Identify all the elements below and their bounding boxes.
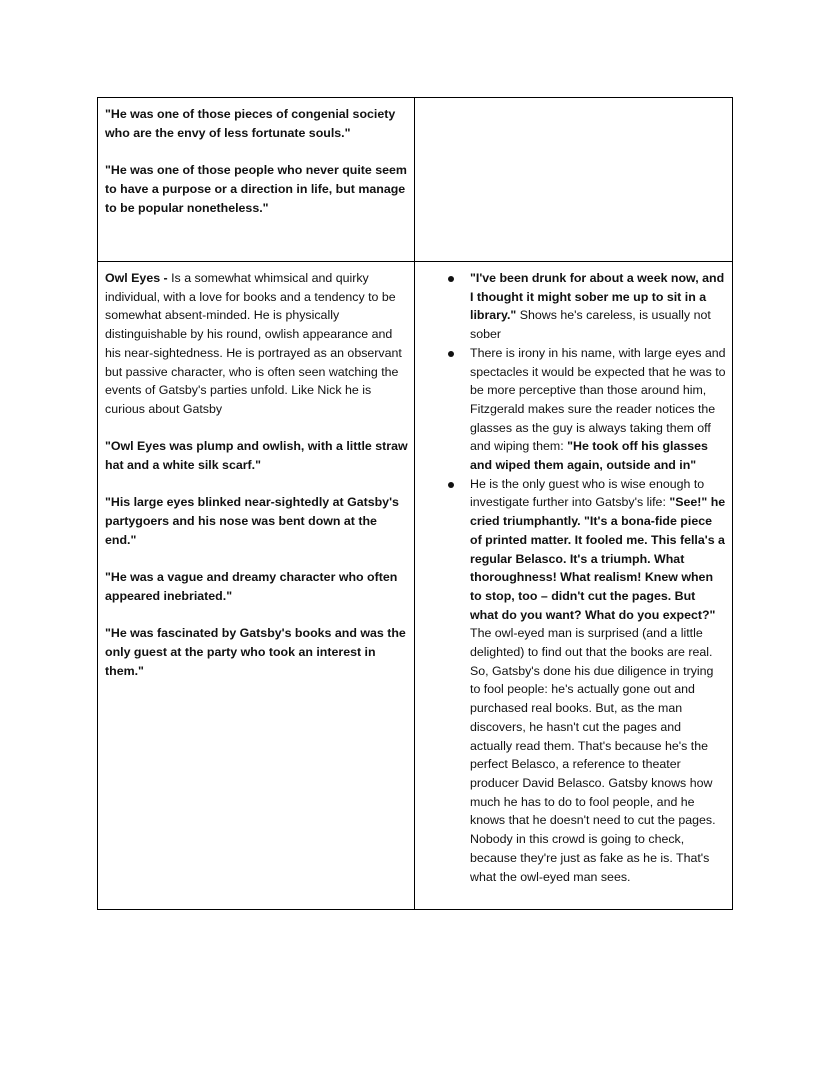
list-item xyxy=(470,475,726,886)
table-row xyxy=(98,262,733,910)
analysis-list xyxy=(422,269,726,886)
owl-eyes-description-cell xyxy=(98,262,415,910)
quote-text: "He took off his glasses and wiped them again, outside and in" xyxy=(470,439,708,473)
analysis-text: Shows he's careless, is usually not sober xyxy=(470,308,711,342)
quotes-cell xyxy=(98,98,415,262)
quote-text: "I've been drunk for about a week now, and I thought it might sober me up to sit in a library." xyxy=(470,271,725,323)
quote-text: "He was fascinated by Gatsby's books and was the only guest at the party who took an interest in them." xyxy=(105,626,406,678)
table-row xyxy=(98,98,733,262)
analysis-text: There is irony in his name, with large eyes and spectacles it would be expected that he was to be more perceptive than those around him, Fitzgerald makes sure the reader notices the glasses as the guy is always taking them off and wiping them: xyxy=(470,345,726,454)
quote-text: "See!" he cried triumphantly. "It's a bona-fide piece of printed matter. It fooled me. This fella's a regular Belasco. It's a triumph. What thoroughness! What realism! Knew when to stop, too – didn't cut the pages. But what do you want? What do you expect?" xyxy=(470,495,726,622)
quote-text: "He was one of those people who never quite seem to have a purpose or a direction in life, but manage to be popular nonetheless." xyxy=(105,163,407,215)
quote-text: "He was one of those pieces of congenial society who are the envy of less fortunate souls." xyxy=(105,107,396,140)
list-item xyxy=(470,344,726,475)
quote-text: "His large eyes blinked near-sightedly at Gatsby's partygoers and his nose was bent down at the end." xyxy=(105,495,399,547)
empty-cell xyxy=(415,98,733,262)
analysis-text: He is the only guest who is wise enough to investigate further into Gatsby's life: xyxy=(470,476,705,510)
character-table xyxy=(97,97,733,910)
description-text: Is a somewhat whimsical and quirky individual, with a love for books and a tendency to be somewhat absent-minded. He is physically distinguishable by his round, owlish appearance and his near-sightedness. He is portrayed as an observant but passive character, who is often seen watching the events of Gatsby's parties unfold. Like Nick he is curious about Gatsby xyxy=(105,271,402,416)
character-name: Owl Eyes - xyxy=(105,271,168,285)
analysis-text: The owl-eyed man is surprised (and a little delighted) to find out that the books are real. So, Gatsby's done his due diligence in trying to fool people: he's actually gone out and purchased real books. But, as the man discovers, he hasn't cut the pages and actually read them. That's because he's the perfect Belasco, a reference to theater producer David Belasco. Gatsby knows how much he has to do to fool people, and he knows that he doesn't need to cut the pages. Nobody in this crowd is going to check, because they're just as fake as he is. That's what the owl-eyed man sees. xyxy=(470,626,716,884)
character-description xyxy=(105,269,408,419)
quote-text: "Owl Eyes was plump and owlish, with a little straw hat and a white silk scarf." xyxy=(105,439,408,473)
analysis-cell xyxy=(415,262,733,910)
quote-text: "He was a vague and dreamy character who often appeared inebriated." xyxy=(105,570,398,603)
list-item xyxy=(470,269,726,344)
